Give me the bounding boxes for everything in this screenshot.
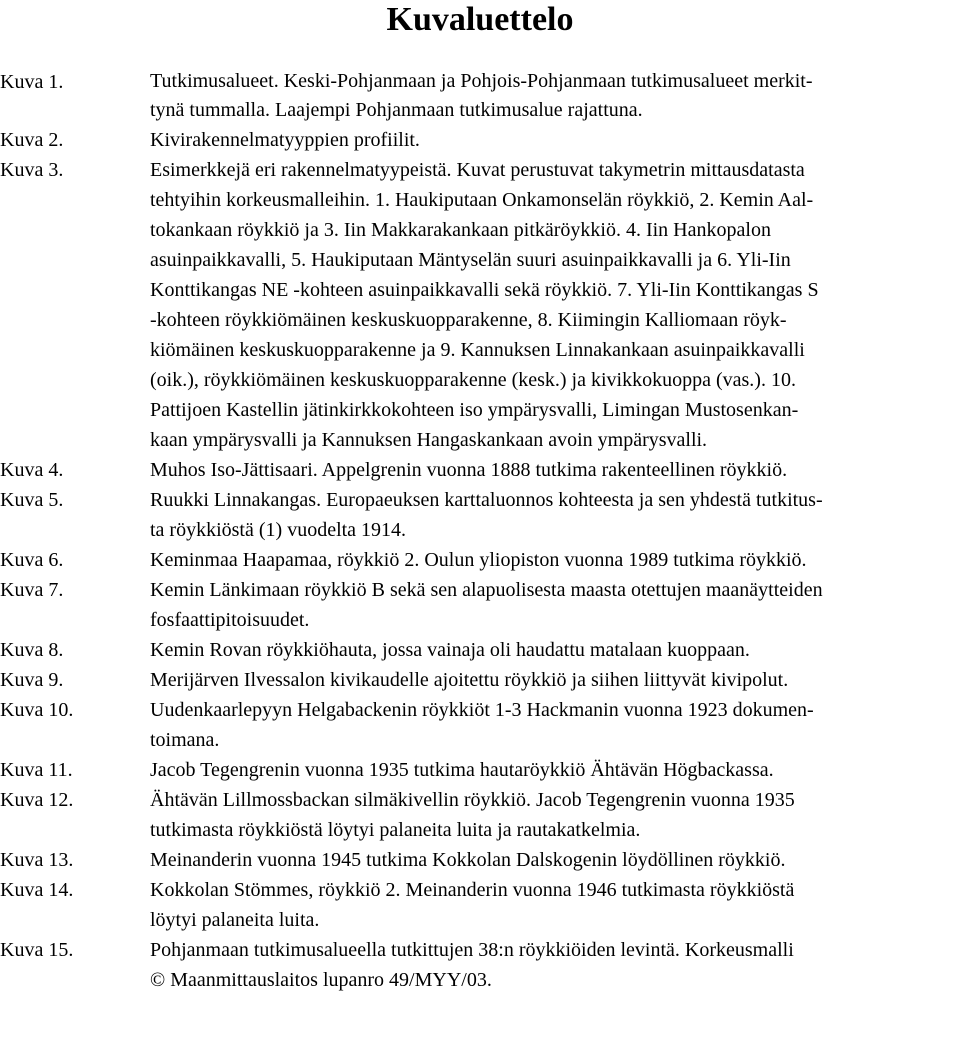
figure-number: Kuva 8. — [0, 639, 64, 661]
figure-caption: Merijärven Ilvessalon kivikaudelle ajoitettu röykkiö ja siihen liittyvät kivipolut. — [150, 669, 789, 691]
figure-caption: Pohjanmaan tutkimusalueella tutkittujen 38:n röykkiöiden levintä. Korkeusmalli © Maanmittauslaitos lupanro 49/MYY/03. — [150, 939, 794, 991]
list-item — [0, 755, 960, 785]
list-item — [0, 695, 960, 755]
figure-caption: Uudenkaarlepyyn Helgabackenin röykkiöt 1-3 Hackmanin vuonna 1923 dokumen- toimana. — [150, 699, 814, 751]
list-item — [0, 875, 960, 935]
list-item — [0, 125, 960, 155]
list-item — [0, 67, 960, 125]
list-item — [0, 935, 960, 995]
figure-number: Kuva 3. — [0, 159, 64, 181]
figure-caption: Ähtävän Lillmossbackan silmäkivellin röykkiö. Jacob Tegengrenin vuonna 1935 tutkimasta röykkiöstä löytyi palaneita luita ja rautakatkelmia. — [150, 789, 795, 841]
figure-number: Kuva 4. — [0, 459, 64, 481]
figure-caption: Kemin Rovan röykkiöhauta, jossa vainaja oli haudattu matalaan kuoppaan. — [150, 639, 750, 661]
figure-number: Kuva 15. — [0, 939, 74, 961]
figure-caption: Esimerkkejä eri rakennelmatyypeistä. Kuvat perustuvat takymetrin mittausdatasta tehtyihin korkeusmalleihin. 1. Haukiputaan Onkamonselän röykkiö, 2. Kemin Aal- tokankaan röykkiö ja 3. Iin Makkarakankaan pitkäröykkiö. 4. Iin Hankopalon asuinpaikkavalli, 5. Haukiputaan Mäntyselän suuri asuinpaikkavalli ja 6. Yli-Iin Konttikangas NE -kohteen asuinpaikkavalli sekä röykkiö. 7. Yli-Iin Konttikangas S -kohteen röykkiömäinen keskuskuopparakenne, 8. Kiimingin Kalliomaan röyk- kiömäinen keskuskuopparakenne ja 9. Kannuksen Linnakankaan asuinpaikkavalli (oik.), röykkiömäinen keskuskuopparakenne (kesk.) ja kivikkokuoppa (vas.). 10. Pattijoen Kastellin jätinkirkkokohteen iso ympärysvalli, Limingan Mustosenkan- kaan ympärysvalli ja Kannuksen Hangaskankaan avoin ympärysvalli. — [150, 159, 819, 451]
list-item — [0, 575, 960, 635]
list-item — [0, 665, 960, 695]
figure-caption: Ruukki Linnakangas. Europaeuksen karttaluonnos kohteesta ja sen yhdestä tutkitus- ta röykkiöstä (1) vuodelta 1914. — [150, 489, 823, 541]
figure-number: Kuva 6. — [0, 549, 64, 571]
list-item — [0, 545, 960, 575]
figure-number: Kuva 11. — [0, 759, 73, 781]
figure-caption: Meinanderin vuonna 1945 tutkima Kokkolan Dalskogenin löydöllinen röykkiö. — [150, 849, 786, 871]
figure-number: Kuva 10. — [0, 699, 74, 721]
list-item — [0, 155, 960, 455]
figure-caption: Kokkolan Stömmes, röykkiö 2. Meinanderin vuonna 1946 tutkimasta röykkiöstä löytyi palaneita luita. — [150, 879, 795, 931]
list-item — [0, 785, 960, 845]
figure-number: Kuva 5. — [0, 489, 64, 511]
figure-number: Kuva 2. — [0, 129, 64, 151]
figure-number: Kuva 14. — [0, 879, 74, 901]
figure-number: Kuva 9. — [0, 669, 64, 691]
list-item — [0, 485, 960, 545]
figure-number: Kuva 7. — [0, 579, 64, 601]
figure-number: Kuva 13. — [0, 849, 74, 871]
list-item — [0, 455, 960, 485]
list-item — [0, 845, 960, 875]
figure-list — [0, 67, 960, 995]
list-item — [0, 635, 960, 665]
figure-caption: Muhos Iso-Jättisaari. Appelgrenin vuonna 1888 tutkima rakenteellinen röykkiö. — [150, 459, 788, 481]
figure-number: Kuva 1. — [0, 71, 64, 93]
figure-caption: Kemin Länkimaan röykkiö B sekä sen alapuolisesta maasta otettujen maanäytteiden fosfaattipitoisuudet. — [150, 579, 823, 631]
figure-caption: Jacob Tegengrenin vuonna 1935 tutkima hautaröykkiö Ähtävän Högbackassa. — [150, 759, 774, 781]
figure-caption: Kivirakennelmatyyppien profiilit. — [150, 129, 420, 151]
page-title: Kuvaluettelo — [386, 1, 574, 38]
figure-caption: Keminmaa Haapamaa, röykkiö 2. Oulun yliopiston vuonna 1989 tutkima röykkiö. — [150, 549, 807, 571]
figure-caption: Tutkimusalueet. Keski-Pohjanmaan ja Pohjois-Pohjanmaan tutkimusalueet merkit- tynä tummalla. Laajempi Pohjanmaan tutkimusalue rajattuna. — [150, 70, 813, 121]
figure-number: Kuva 12. — [0, 789, 74, 811]
